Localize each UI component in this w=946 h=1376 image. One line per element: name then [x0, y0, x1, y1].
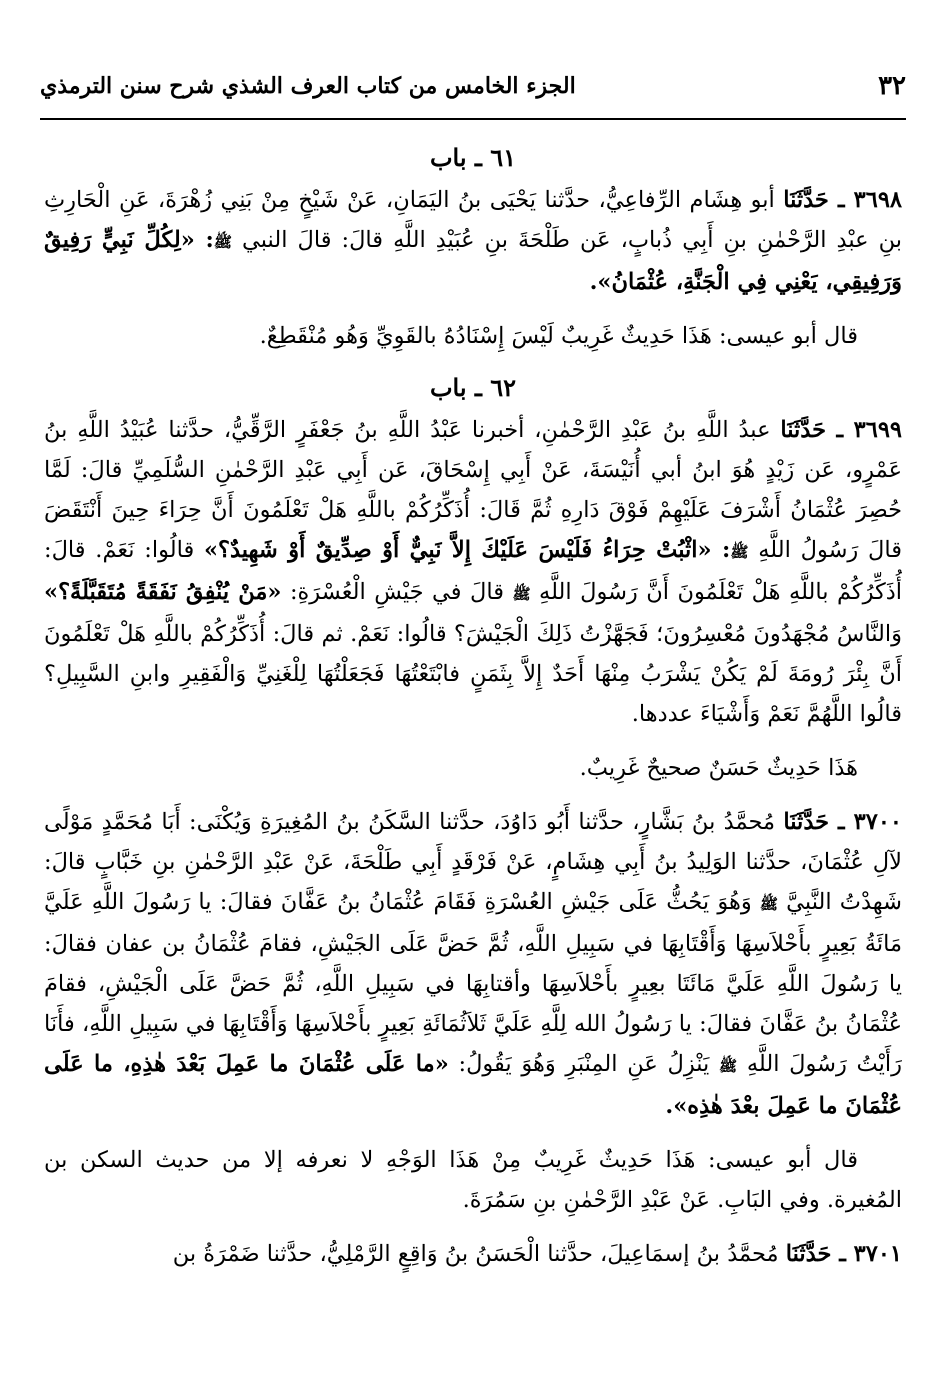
commentary-note: هَذَا حَدِيثٌ حَسَنٌ صحيحٌ غَرِيبٌ. — [579, 755, 858, 781]
hadith-lead: ٣٦٩٩ ـ حَدَّثَنَا — [780, 417, 902, 443]
hadith-text: قالَ في جَيْشِ الْعُسْرَةِ: — [289, 579, 504, 605]
salutation-symbol: ﷺ — [512, 585, 531, 603]
hadith-quote: : «اثْبُتْ حِرَاءُ فَلَيْسَ عَلَيْكَ إِلاَّ نَبِيٌّ أَوْ صِدِّيقٌ أَوْ شَهِيدٌ؟» — [203, 537, 731, 563]
hadith-text: يَنْزِلُ عَنِ المِنْبَرِ وَهُوَ يَقُولُ: — [458, 1051, 710, 1077]
hadith-quote: : «لِكُلِّ نَبِيٍّ رَفِيقٌ وَرَفِيقِي، يَعْنِي فِي الْجَنَّةِ، عُثْمَانُ». — [44, 227, 902, 295]
hadith-lead: ٣٧٠٠ ـ حَدَّثَنَا — [783, 809, 902, 835]
salutation-symbol: ﷺ — [730, 543, 749, 561]
hadith-3700 — [44, 802, 902, 1126]
salutation-symbol: ﷺ — [719, 1057, 738, 1075]
page-number: ٣٢ — [878, 71, 906, 101]
hadith-text: مُحمَّدُ بنُ بَشَّارٍ، حدَّثنا أَبُو دَاوُدَ، حدَّثنا السَّكَنُ بنُ المُغِيرَةِ وَيُكْنَى: أَبَا مُحَمَّدٍ مَوْلًى لآلِ عُثْمَانَ، حدَّثنا الوَلِيدُ بنُ أَبِي هِشَامٍ، عَنْ فَرْقَدٍ أَبِي طَلْحَةَ، عَنْ عَبْدِ الرَّحْمٰنِ بنِ خَبَّابٍ قالَ: شَهِدْتُ النَّبِيَّ — [44, 809, 902, 915]
commentary-note: قال أبو عيسى: هَذَا حَدِيثٌ غَرِيبٌ مِنْ هَذَا الوَجْهِ لا نعرفه إلا من حديث السكن بن المُغيرة. وفي البَابِ. عَنْ عَبْدِ الرَّحْمٰنِ بنِ سَمُرَةَ. — [44, 1147, 902, 1213]
hadith-text: أبو هِشَام الرِّفاعِيُّ، حدَّثنا يَحْيَى بنُ اليَمَانِ، عَنْ شَيْخٍ مِنْ بَنِي زُهْرَةَ، عَنِ الْحَارِثِ بنِ عبْدِ الرَّحْمٰنِ بنِ أَبِي ذُبابٍ، عَن طَلْحَةَ بنِ عُبَيْدِ اللَّهِ قالَ: قالَ النبي — [44, 187, 902, 253]
salutation-symbol: ﷺ — [213, 233, 232, 251]
running-header — [40, 66, 906, 106]
salutation-symbol: ﷺ — [759, 895, 778, 913]
commentary-note: قال أبو عيسى: هَذَا حَدِيثٌ غَرِيبٌ لَيْسَ إِسْنَادُهُ بالقَوِيِّ وَهُو مُنْقَطِعٌ. — [259, 323, 858, 349]
header-rule — [40, 118, 906, 120]
hadith-3699 — [44, 410, 902, 734]
chapter-heading: ٦١ ـ باب — [429, 143, 517, 172]
hadith-3698 — [44, 180, 902, 302]
hadith-lead: ٣٧٠١ ـ حَدَّثَنَا — [785, 1241, 902, 1267]
running-title: الجزء الخامس من كتاب العرف الشذي شرح سنن الترمذي — [40, 73, 576, 99]
hadith-lead: ٣٦٩٨ ـ حَدَّثَنَا — [783, 187, 902, 213]
hadith-text: مُحمَّدُ بنُ إسمَاعِيلَ، حدَّثنا الْحَسَنُ بنُ وَاقِعٍ الرَّمْلِيُّ، حدَّثنا ضَمْرَةُ بن — [172, 1241, 779, 1267]
hadith-quote: «ما عَلَى عُثْمَانَ ما عَمِلَ بَعْدَ هٰذِهِ، ما عَلَى عُثْمَانَ ما عَمِلَ بعْدَ هٰذِه». — [44, 1051, 902, 1119]
chapter-heading: ٦٢ ـ باب — [429, 373, 517, 402]
hadith-text: وَالنَّاسُ مُجْهَدُونَ مُعْسِرُونَ؛ فَجَهَّزْتُ ذَلِكَ الْجَيْشَ؟ قالُوا: نَعَمْ. ثم قالَ: أُذَكِّرُكُمْ باللَّهِ هَلْ تَعْلَمُونَ أَنَّ بِئْرَ رُومَةَ لَمْ يَكُنْ يَشْرَبُ مِنْهَا أَحَدٌ إِلاَّ بِثَمَنٍ فابْتَعْتُهَا فَجَعَلْتُهَا لِلْغَنِيِّ وَالْفَقِيرِ وابنِ السَّبِيلِ؟ قالُوا اللَّهُمَّ نَعَمْ وَأَشْيَاءَ عددها. — [44, 621, 902, 727]
hadith-quote: «مَنْ يُنْفِقُ نَفَقَةً مُتَقَبَّلَةً؟» — [44, 579, 282, 605]
page-body — [44, 136, 902, 1360]
hadith-text: عبدُ اللَّهِ بنُ عَبْدِ الرَّحْمٰنِ، أخبرنا عَبْدُ اللَّهِ بنُ جَعْفَرٍ الرَّقِّيُّ، حدَّثنا عُبَيْدُ اللَّهِ بنُ عَمْرٍو، عَن زَيْدٍ هُوَ ابنُ أبي أُنَيْسَةَ، عَنْ أَبِي إِسْحَاقَ، عَن أَبِي عَبْدِ الرَّحْمٰنِ السُّلَمِيِّ قالَ: لَمَّا حُصِرَ عُثْمَانُ أَشْرَفَ عَلَيْهِمْ فَوْقَ دَارِهِ ثُمَّ قَالَ: أُذَكِّرُكُمْ باللَّهِ هَلْ تَعْلَمُونَ أَنَّ حِرَاءَ حِينَ أَنْتَقَضَ قالَ رَسُولُ اللَّهِ — [44, 417, 902, 563]
hadith-text: قالُوا: نَعَمْ. قالَ: أُذَكِّرُكُمْ باللَّهِ هَلْ تَعْلَمُونَ أَنَّ رَسُولَ اللَّهِ — [44, 537, 902, 605]
hadith-text: وَهُوَ يَحُثُّ عَلَى جَيْشِ العُسْرَةِ فَقَامَ عُثْمَانُ بنُ عَفَّانَ فقالَ: يا رَسُولَ اللَّهِ عَلَيَّ مَائَةُ بَعِيرٍ بأَحْلاَسِهَا وَأَقْتَابِهَا في سَبِيلِ اللَّهِ، ثُمَّ حَضَّ عَلَى الجَيْشِ، فقامَ عُثْمَانُ بن عفان فقالَ: يا رَسُولَ اللَّهِ عَلَيَّ مَائَتَا بعِيرٍ بأَحْلاَسِهَا وأقتابِهَا في سَبِيلِ اللَّهِ، ثُمَّ حَضَّ عَلَى الْجَيْشِ، فقامَ عُثْمَانُ بنُ عَفَّانَ فقالَ: يا رَسُولُ الله لِلَّهِ عَلَيَّ ثَلاَثُمَائَةِ بَعِيرٍ بأَحْلاَسِهَا وَأَقْتَابِهَا في سَبِيلِ اللَّهِ، فأَنَا رَأَيْتُ رَسُولَ اللَّهِ — [44, 889, 902, 1077]
hadith-3701 — [44, 1234, 902, 1274]
